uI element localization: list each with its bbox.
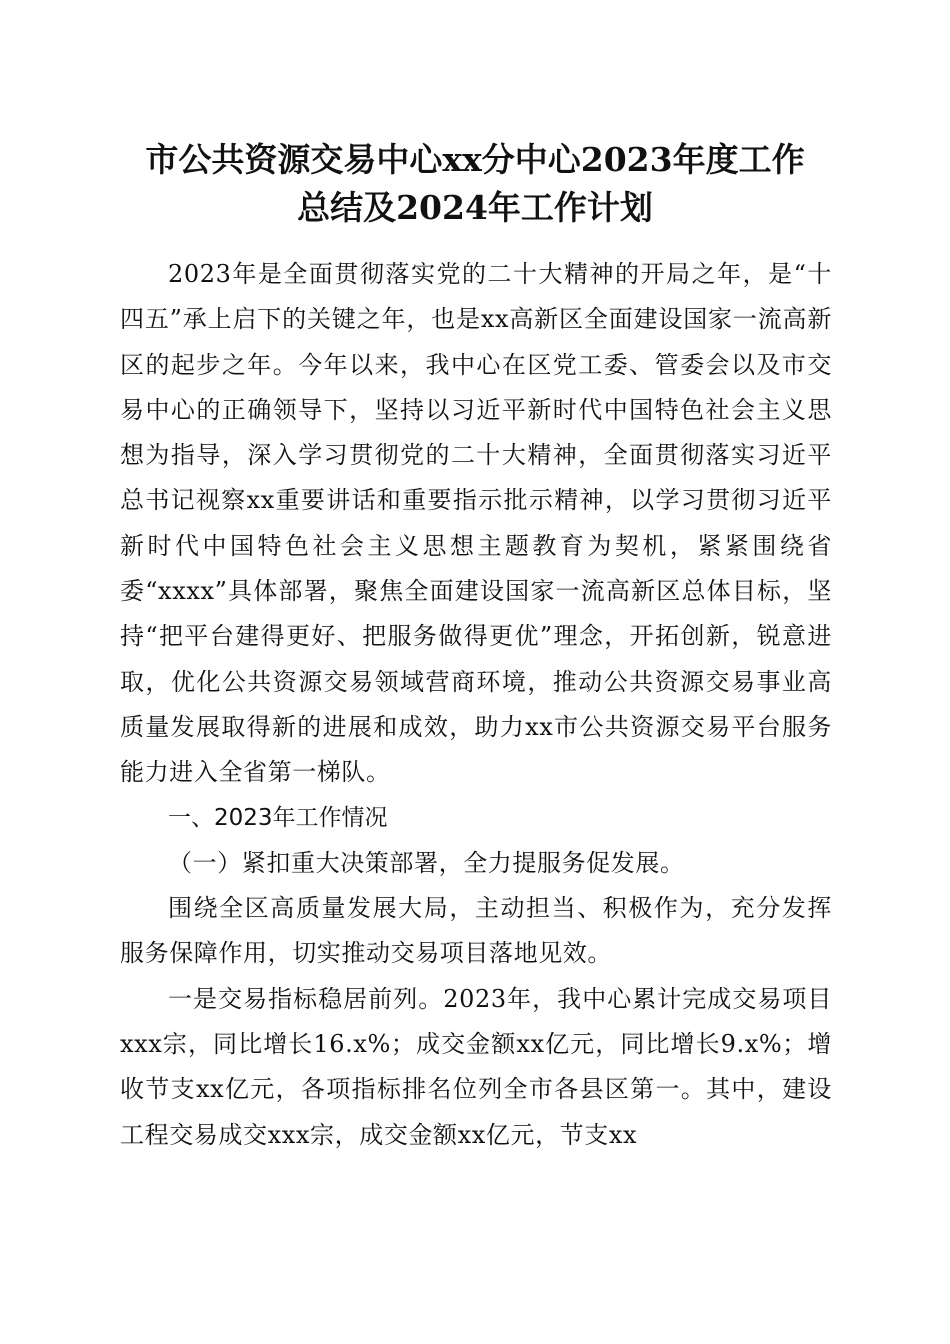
paragraph-2: 围绕全区高质量发展大局，主动担当、积极作为，充分发挥服务保障作用，切实推动交易项目落地见效。	[120, 894, 832, 968]
document-title	[100, 136, 850, 232]
document-body	[120, 252, 832, 1158]
paragraph-3	[120, 977, 832, 1158]
subsection-heading-1: （一）紧扣重大决策部署，全力提服务促发展。	[168, 848, 685, 877]
paragraph-3-lead: 一是交易指标稳居前列。	[168, 984, 444, 1013]
intro-paragraph: 2023年是全面贯彻落实党的二十大精神的开局之年，是“十四五”承上启下的关键之年，也是xx高新区全面建设国家一流高新区的起步之年。今年以来，我中心在区党工委、管委会以及市交易中心的正确领导下，坚持以习近平新时代中国特色社会主义思想为指导，深入学习贯彻党的二十大精神，全面贯彻落实习近平总书记视察xx重要讲话和重要指示批示精神，以学习贯彻习近平新时代中国特色社会主义思想主题教育为契机，紧紧围绕省委“xxxx”具体部署，聚焦全面建设国家一流高新区总体目标，坚持“把平台建得更好、把服务做得更优”理念，开拓创新，锐意进取，优化公共资源交易领域营商环境，推动公共资源交易事业高质量发展取得新的进展和成效，助力xx市公共资源交易平台服务能力进入全省第一梯队。	[120, 260, 832, 787]
title-line-2: 总结及2024年工作计划	[297, 188, 653, 227]
title-line-1: 市公共资源交易中心xx分中心2023年度工作	[145, 140, 805, 179]
section-heading-1: 一、2023年工作情况	[168, 804, 388, 831]
paragraph-3-body: 2023年，我中心累计完成交易项目xxx宗，同比增长16.x%；成交金额xx亿元，同比增长9.x%；增收节支xx亿元，各项指标排名位列全市各县区第一。其中，建设工程交易成交xxx宗，成交金额xx亿元，节支xx	[120, 984, 832, 1149]
